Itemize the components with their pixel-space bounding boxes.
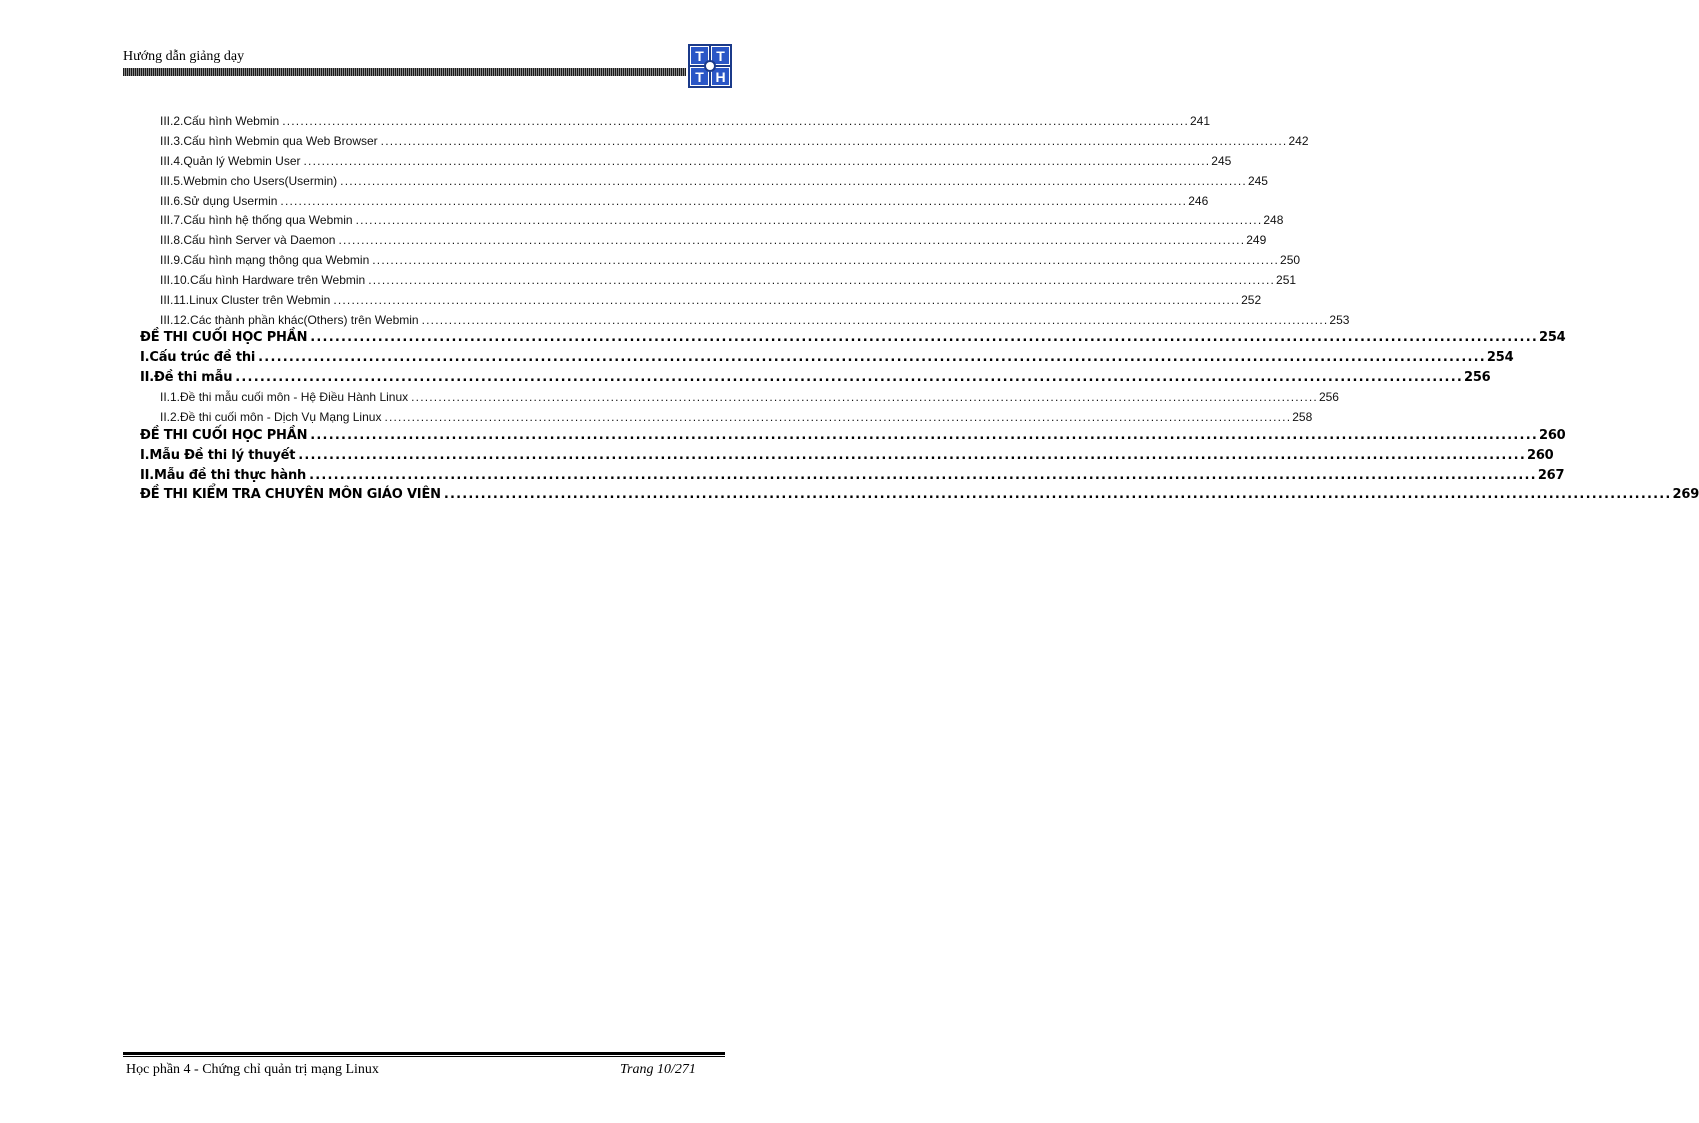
toc-page: 246 xyxy=(1188,194,1209,208)
toc-title: ĐỀ THI CUỐI HỌC PHẦN xyxy=(140,330,308,345)
toc-page: 241 xyxy=(1189,114,1211,128)
toc-chapter-entry[interactable] xyxy=(140,428,1566,443)
toc-entry[interactable] xyxy=(160,134,1309,148)
toc-leader: ........................................................................................................................................................................................................ xyxy=(380,134,1288,148)
toc-section-entry[interactable] xyxy=(140,468,1565,483)
toc-leader: ........................................................................................................................................................................................................ xyxy=(310,428,1538,443)
toc-page: 254 xyxy=(1486,350,1514,365)
toc-title: Quản lý Webmin User xyxy=(183,154,301,168)
toc-entry[interactable] xyxy=(160,313,1350,327)
toc-leader: ........................................................................................................................................................................................................ xyxy=(340,174,1247,188)
toc-page: 260 xyxy=(1538,428,1566,443)
toc-page: 258 xyxy=(1292,410,1313,424)
toc-page: 267 xyxy=(1537,468,1565,483)
toc-page: 242 xyxy=(1288,134,1309,148)
toc-number: III.2. xyxy=(160,114,184,128)
toc-page: 253 xyxy=(1329,313,1350,327)
toc-leader: ........................................................................................................................................................................................................ xyxy=(333,293,1241,307)
toc-entry[interactable] xyxy=(160,410,1313,424)
toc-leader: ........................................................................................................................................................................................................ xyxy=(235,370,1463,385)
footer-course-title: Học phần 4 - Chứng chỉ quản trị mạng Linux xyxy=(126,1062,379,1077)
toc-entry[interactable] xyxy=(160,293,1262,307)
toc-entry[interactable] xyxy=(160,253,1301,267)
logo-letter-4: H xyxy=(715,69,726,85)
toc-title: Sử dụng Usermin xyxy=(183,194,278,208)
toc-title: Linux Cluster trên Webmin xyxy=(189,293,331,307)
toc-title: Webmin cho Users(Usermin) xyxy=(183,174,338,188)
toc-leader: ........................................................................................................................................................................................................ xyxy=(411,390,1318,404)
toc-leader: ........................................................................................................................................................................................................ xyxy=(368,273,1276,287)
toc-entry[interactable] xyxy=(160,390,1339,404)
header-title: Hướng dẫn giảng dạy xyxy=(123,49,245,64)
toc-title: Mẫu đề thi thực hành xyxy=(154,468,307,483)
toc-number: I. xyxy=(140,448,150,463)
toc-page: 256 xyxy=(1463,370,1491,385)
toc-page: 250 xyxy=(1280,253,1301,267)
toc-entry[interactable] xyxy=(160,154,1232,168)
toc-leader: ........................................................................................................................................................................................................ xyxy=(384,410,1292,424)
toc-leader: ........................................................................................................................................................................................................ xyxy=(309,468,1537,483)
toc-number: III.3. xyxy=(160,134,184,148)
toc-title: Cấu hình Webmin xyxy=(183,114,280,128)
toc-leader: ........................................................................................................................................................................................................ xyxy=(355,213,1263,227)
toc-title: Cấu hình Webmin qua Web Browser xyxy=(183,134,378,148)
toc-page: 254 xyxy=(1538,330,1566,345)
toc-leader: ........................................................................................................................................................................................................ xyxy=(372,253,1280,267)
toc-title: Mẫu Đề thi lý thuyết xyxy=(149,448,296,463)
toc-number: III.6. xyxy=(160,194,184,208)
header-rule xyxy=(123,68,686,76)
toc-chapter-entry[interactable] xyxy=(140,330,1566,345)
toc-number: III.5. xyxy=(160,174,184,188)
toc-number: III.12. xyxy=(160,313,191,327)
toc-entry[interactable] xyxy=(160,273,1297,287)
toc-entry[interactable] xyxy=(160,213,1284,227)
toc-number: II. xyxy=(140,370,155,385)
footer-rule xyxy=(123,1052,725,1057)
toc-number: III.9. xyxy=(160,253,184,267)
toc-number: II.1. xyxy=(160,390,181,404)
toc-page: 249 xyxy=(1246,233,1267,247)
toc-title: Cấu hình mạng thông qua Webmin xyxy=(183,253,370,267)
toc-title: Cấu hình Server và Daemon xyxy=(183,233,336,247)
toc-title: Các thành phần khác(Others) trên Webmin xyxy=(190,313,419,327)
toc-title: Đề thi mẫu xyxy=(154,370,233,385)
toc-leader: ........................................................................................................................................................................................................ xyxy=(338,233,1246,247)
toc-title: Cấu hình Hardware trên Webmin xyxy=(190,273,366,287)
toc-page: 245 xyxy=(1211,154,1232,168)
toc-title: Cấu hình hệ thống qua Webmin xyxy=(183,213,353,227)
toc-page: 252 xyxy=(1241,293,1262,307)
toc-number: II. xyxy=(140,468,155,483)
toc-title: Đề thi mẫu cuối môn - Hệ Điều Hành Linux xyxy=(180,390,409,404)
toc-number: III.10. xyxy=(160,273,191,287)
toc-number: I. xyxy=(140,350,150,365)
toc-section-entry[interactable] xyxy=(140,370,1491,385)
toc-page: 260 xyxy=(1526,448,1554,463)
toc-entry[interactable] xyxy=(160,114,1211,128)
toc-number: III.4. xyxy=(160,154,184,168)
toc-leader: ........................................................................................................................................................................................................ xyxy=(280,194,1188,208)
toc-leader: ........................................................................................................................................................................................................ xyxy=(421,313,1329,327)
footer-page-number: Trang 10/271 xyxy=(620,1062,696,1077)
toc-page: 269 xyxy=(1672,487,1699,502)
toc-page: 248 xyxy=(1263,213,1284,227)
toc-title: ĐỀ THI CUỐI HỌC PHẦN xyxy=(140,428,308,443)
toc-leader: ........................................................................................................................................................................................................ xyxy=(303,154,1211,168)
toc-chapter-entry[interactable] xyxy=(140,487,1699,502)
toc-number: III.11. xyxy=(160,293,190,307)
toc-entry[interactable] xyxy=(160,233,1267,247)
toc-number: III.8. xyxy=(160,233,184,247)
toc-page: 245 xyxy=(1247,174,1268,188)
toc-section-entry[interactable] xyxy=(140,448,1554,463)
logo-icon xyxy=(688,44,732,88)
toc-leader: ........................................................................................................................................................................................................ xyxy=(298,448,1526,463)
toc-number: III.7. xyxy=(160,213,184,227)
toc-title: Đề thi cuối môn - Dịch Vụ Mạng Linux xyxy=(180,410,382,424)
toc-section-entry[interactable] xyxy=(140,350,1514,365)
toc-leader: ........................................................................................................................................................................................................ xyxy=(443,487,1672,502)
toc-leader: ........................................................................................................................................................................................................ xyxy=(310,330,1538,345)
toc-title: ĐỀ THI KIỂM TRA CHUYÊN MÔN GIÁO VIÊN xyxy=(140,487,441,502)
logo-letter-3: T xyxy=(695,69,704,85)
toc-entry[interactable] xyxy=(160,194,1209,208)
toc-entry[interactable] xyxy=(160,174,1268,188)
toc-leader: ........................................................................................................................................................................................................ xyxy=(258,350,1486,365)
toc-leader: ........................................................................................................................................................................................................ xyxy=(282,114,1189,128)
toc-title: Cấu trúc đề thi xyxy=(149,350,256,365)
toc-page: 256 xyxy=(1318,390,1339,404)
toc-number: II.2. xyxy=(160,410,181,424)
logo-letter-1: T xyxy=(695,48,704,64)
logo-letter-2: T xyxy=(716,48,725,64)
toc-page: 251 xyxy=(1276,273,1297,287)
